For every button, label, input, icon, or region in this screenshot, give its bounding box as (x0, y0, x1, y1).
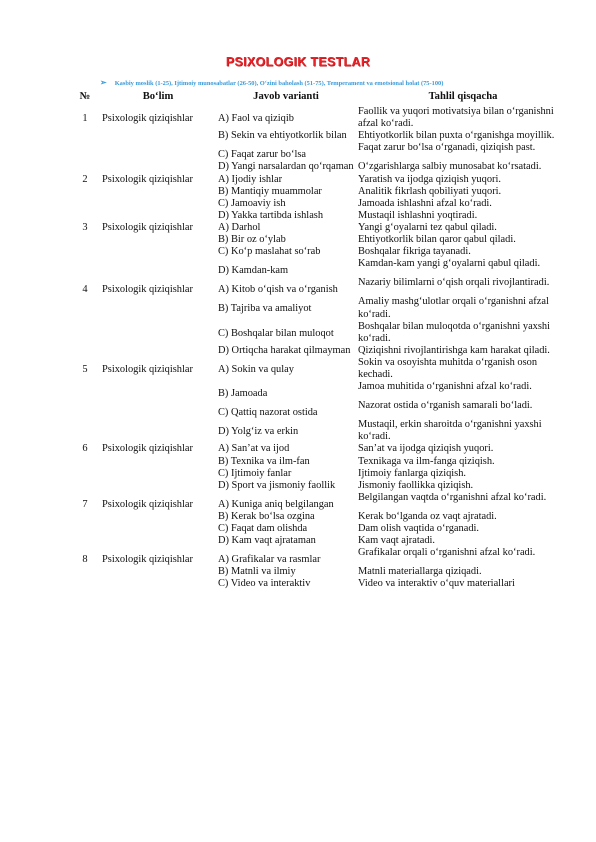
table-row (70, 296, 570, 320)
row-analysis: Sokin va osoyishta muhitda o‘rganish oson kechadi. (358, 356, 538, 380)
row-number (70, 296, 100, 320)
row-answer: D) Kam vaqt ajrataman (218, 535, 316, 547)
table-row (70, 161, 570, 173)
row-analysis: Analitik fikrlash qobiliyati yuqori. (358, 185, 502, 197)
row-analysis: Dam olish vaqtida o‘rganadi. (358, 523, 480, 534)
row-analysis: Jamoa muhitida o‘rganishni afzal ko‘radi. (358, 381, 532, 393)
row-analysis: San’at va ijodga qiziqish yuqori. (358, 443, 494, 455)
row-section (100, 523, 216, 535)
table-row (70, 381, 570, 400)
row-number (70, 210, 100, 222)
row-section (100, 246, 216, 258)
row-analysis: Kerak bo‘lganda oz vaqt ajratadi. (358, 510, 497, 522)
row-answer: B) Tajriba va amaliyot (218, 303, 312, 315)
row-number: 5 (82, 363, 88, 375)
row-section (100, 142, 216, 161)
row-answer: D) Yolg‘iz va erkin (218, 426, 299, 438)
page-title: PSIXOLOGIK TESTLAR (225, 55, 371, 69)
row-analysis: Grafikalar orqali o‘rganishni afzal ko‘radi. (358, 547, 536, 559)
table-row (70, 246, 570, 258)
row-answer: A) Grafikalar va rasmlar (218, 554, 321, 566)
row-section: Psixologik qiziqishlar (102, 173, 193, 185)
row-number (70, 142, 100, 161)
row-number (70, 566, 100, 578)
row-number (70, 246, 100, 258)
row-number (70, 186, 100, 198)
row-number (70, 535, 100, 547)
row-number (70, 381, 100, 400)
row-answer: B) Kerak bo‘lsa ozgina (218, 510, 315, 522)
row-section (100, 186, 216, 198)
row-section (100, 296, 216, 320)
row-section (100, 234, 216, 246)
row-analysis: Matnli materiallarga qiziqadi. (358, 566, 482, 578)
row-answer: C) Boshqalar bilan muloqot (218, 327, 334, 339)
row-answer: B) Texnika va ilm-fan (218, 455, 310, 467)
row-analysis: Ehtiyotkorlik bilan puxta o‘rganishga moyillik. (358, 130, 555, 142)
table-row (70, 456, 570, 468)
row-section: Psixologik qiziqishlar (102, 554, 193, 566)
row-section (100, 511, 216, 523)
row-number: 6 (82, 443, 88, 455)
row-section (100, 345, 216, 357)
row-section: Psixologik qiziqishlar (102, 113, 193, 125)
row-answer: C) Ijtimoiy fanlar (218, 467, 292, 479)
row-number (70, 321, 100, 345)
header-answer: Javob varianti (253, 91, 319, 102)
table-row (70, 142, 570, 161)
table-row (70, 566, 570, 578)
row-answer: A) San’at va ijod (218, 443, 290, 455)
row-analysis: Faollik va yuqori motivatsiya bilan o‘rganishni afzal ko‘radi. (358, 106, 554, 130)
row-answer: A) Faol va qiziqib (218, 113, 294, 125)
row-section: Psixologik qiziqishlar (102, 284, 193, 296)
row-answer: C) Jamoaviy ish (218, 197, 286, 209)
table-row (70, 198, 570, 210)
header-section: Bo‘lim (142, 91, 174, 102)
table-row (70, 535, 570, 547)
results-table (70, 90, 570, 590)
row-analysis: Nazorat ostida o‘rganish samarali bo‘ladi. (358, 400, 533, 412)
row-section: Psixologik qiziqishlar (102, 221, 193, 233)
table-row (70, 547, 570, 566)
row-section (100, 130, 216, 142)
row-section (100, 198, 216, 210)
row-number: 3 (82, 221, 88, 233)
table-row (70, 186, 570, 198)
row-answer: C) Ko‘p maslahat so‘rab (218, 246, 321, 258)
row-analysis: Faqat zarur bo‘lsa o‘rganadi, qiziqish past. (358, 142, 536, 154)
table-row (70, 106, 570, 130)
row-number (70, 345, 100, 357)
row-section (100, 381, 216, 400)
row-answer: D) Yakka tartibda ishlash (218, 209, 324, 221)
row-answer: A) Darhol (218, 221, 261, 233)
table-row (70, 511, 570, 523)
row-analysis: Mustaqil, erkin sharoitda o‘rganishni yaxshi ko‘radi. (358, 419, 542, 443)
row-number: 1 (82, 113, 88, 125)
table-row (70, 130, 570, 142)
row-answer: B) Mantiqiy muammolar (218, 185, 322, 197)
row-section: Psixologik qiziqishlar (102, 363, 193, 375)
row-section (100, 419, 216, 443)
row-number (70, 523, 100, 535)
table-row (70, 210, 570, 222)
row-section (100, 210, 216, 222)
row-section (100, 578, 216, 590)
row-analysis: Amaliy mashg‘ulotlar orqali o‘rganishni afzal ko‘radi. (358, 296, 549, 320)
subtitle (100, 78, 580, 87)
row-answer: A) Kuniga aniq belgilangan (218, 498, 334, 510)
table-row (70, 492, 570, 511)
row-section (100, 161, 216, 173)
row-number (70, 198, 100, 210)
row-answer: D) Sport va jismoniy faollik (218, 479, 336, 491)
table-row (70, 443, 570, 455)
row-answer: D) Yangi narsalardan qo‘rqaman (218, 161, 354, 173)
row-section: Psixologik qiziqishlar (102, 443, 193, 455)
row-answer: C) Qattiq nazorat ostida (218, 407, 318, 419)
row-analysis: Boshqalar fikriga tayanadi. (358, 246, 471, 258)
row-number (70, 234, 100, 246)
row-analysis: Qiziqishni rivojlantirishga kam harakat qiladi. (358, 344, 550, 356)
row-number (70, 130, 100, 142)
table-header-row (70, 90, 570, 106)
table-row (70, 523, 570, 535)
table-row (70, 321, 570, 345)
row-answer: C) Faqat zarur bo‘lsa (218, 149, 307, 161)
table-row (70, 578, 570, 590)
row-number: 2 (82, 173, 88, 185)
table-row (70, 277, 570, 296)
row-analysis: Ijtimoiy fanlarga qiziqish. (358, 467, 467, 479)
row-number: 8 (82, 554, 88, 566)
header-analysis: Tahlil qisqacha (428, 91, 498, 102)
row-number (70, 456, 100, 468)
row-answer: B) Sekin va ehtiyotkorlik bilan (218, 130, 347, 142)
row-answer: B) Jamoada (218, 388, 268, 400)
row-section (100, 456, 216, 468)
row-section (100, 400, 216, 419)
row-number: 4 (82, 284, 88, 296)
row-analysis: Ehtiyotkorlik bilan qaror qabul qiladi. (358, 234, 516, 246)
row-section (100, 258, 216, 277)
row-answer: C) Video va interaktiv (218, 578, 311, 590)
row-number (70, 161, 100, 173)
row-number (70, 468, 100, 480)
row-analysis: Video va interaktiv o‘quv materiallari (358, 578, 515, 590)
table-body (70, 106, 570, 590)
row-answer: B) Matnli va ilmiy (218, 566, 296, 578)
row-number (70, 258, 100, 277)
table-row (70, 258, 570, 277)
row-answer: D) Kamdan-kam (218, 265, 289, 277)
row-section: Psixologik qiziqishlar (102, 498, 193, 510)
row-number (70, 511, 100, 523)
header-num: № (79, 91, 91, 102)
table-row (70, 419, 570, 443)
row-number (70, 480, 100, 492)
table-row (70, 400, 570, 419)
row-analysis: Yangi g‘oyalarni tez qabul qiladi. (358, 221, 497, 233)
row-number (70, 419, 100, 443)
row-analysis: Belgilangan vaqtda o‘rganishni afzal ko‘radi. (358, 491, 547, 503)
row-answer: A) Ijodiy ishlar (218, 173, 283, 185)
arrow-bullet-icon: ➢ (100, 78, 107, 87)
row-section (100, 468, 216, 480)
row-number (70, 400, 100, 419)
row-section (100, 321, 216, 345)
table-row (70, 345, 570, 357)
row-analysis: Mustaqil ishlashni yoqtiradi. (358, 209, 478, 221)
row-answer: B) Bir oz o‘ylab (218, 234, 286, 246)
table-row (70, 222, 570, 234)
row-analysis: O‘zgarishlarga salbiy munosabat ko‘rsatadi. (358, 161, 542, 173)
row-answer: A) Sokin va qulay (218, 363, 294, 375)
table-row (70, 468, 570, 480)
row-analysis: Jismoniy faollikka qiziqish. (358, 479, 474, 491)
row-analysis: Kamdan-kam yangi g‘oyalarni qabul qiladi. (358, 258, 541, 270)
row-analysis: Yaratish va ijodga qiziqish yuqori. (358, 173, 501, 185)
row-analysis: Boshqalar bilan muloqotda o‘rganishni yaxshi ko‘radi. (358, 320, 551, 344)
table-row (70, 357, 570, 381)
row-section (100, 535, 216, 547)
table-row (70, 480, 570, 492)
row-analysis: Nazariy bilimlarni o‘qish orqali rivojlantiradi. (358, 277, 550, 289)
row-number: 7 (82, 498, 88, 510)
row-section (100, 480, 216, 492)
row-number (70, 578, 100, 590)
row-analysis: Texnikaga va ilm-fanga qiziqish. (358, 455, 495, 467)
row-answer: C) Faqat dam olishda (218, 523, 308, 534)
row-answer: A) Kitob o‘qish va o‘rganish (218, 284, 338, 296)
row-analysis: Kam vaqt ajratadi. (358, 535, 436, 547)
row-answer: D) Ortiqcha harakat qilmayman (218, 344, 351, 356)
row-section (100, 566, 216, 578)
table-row (70, 234, 570, 246)
table-row (70, 174, 570, 186)
row-analysis: Jamoada ishlashni afzal ko‘radi. (358, 197, 492, 209)
subtitle-text: Kasbiy moslik (1-25), Ijtimoiy munosabatlar (26-50), O‘zini baholash (51-75), Temperament va emotsional holat (75-100) (114, 80, 444, 87)
